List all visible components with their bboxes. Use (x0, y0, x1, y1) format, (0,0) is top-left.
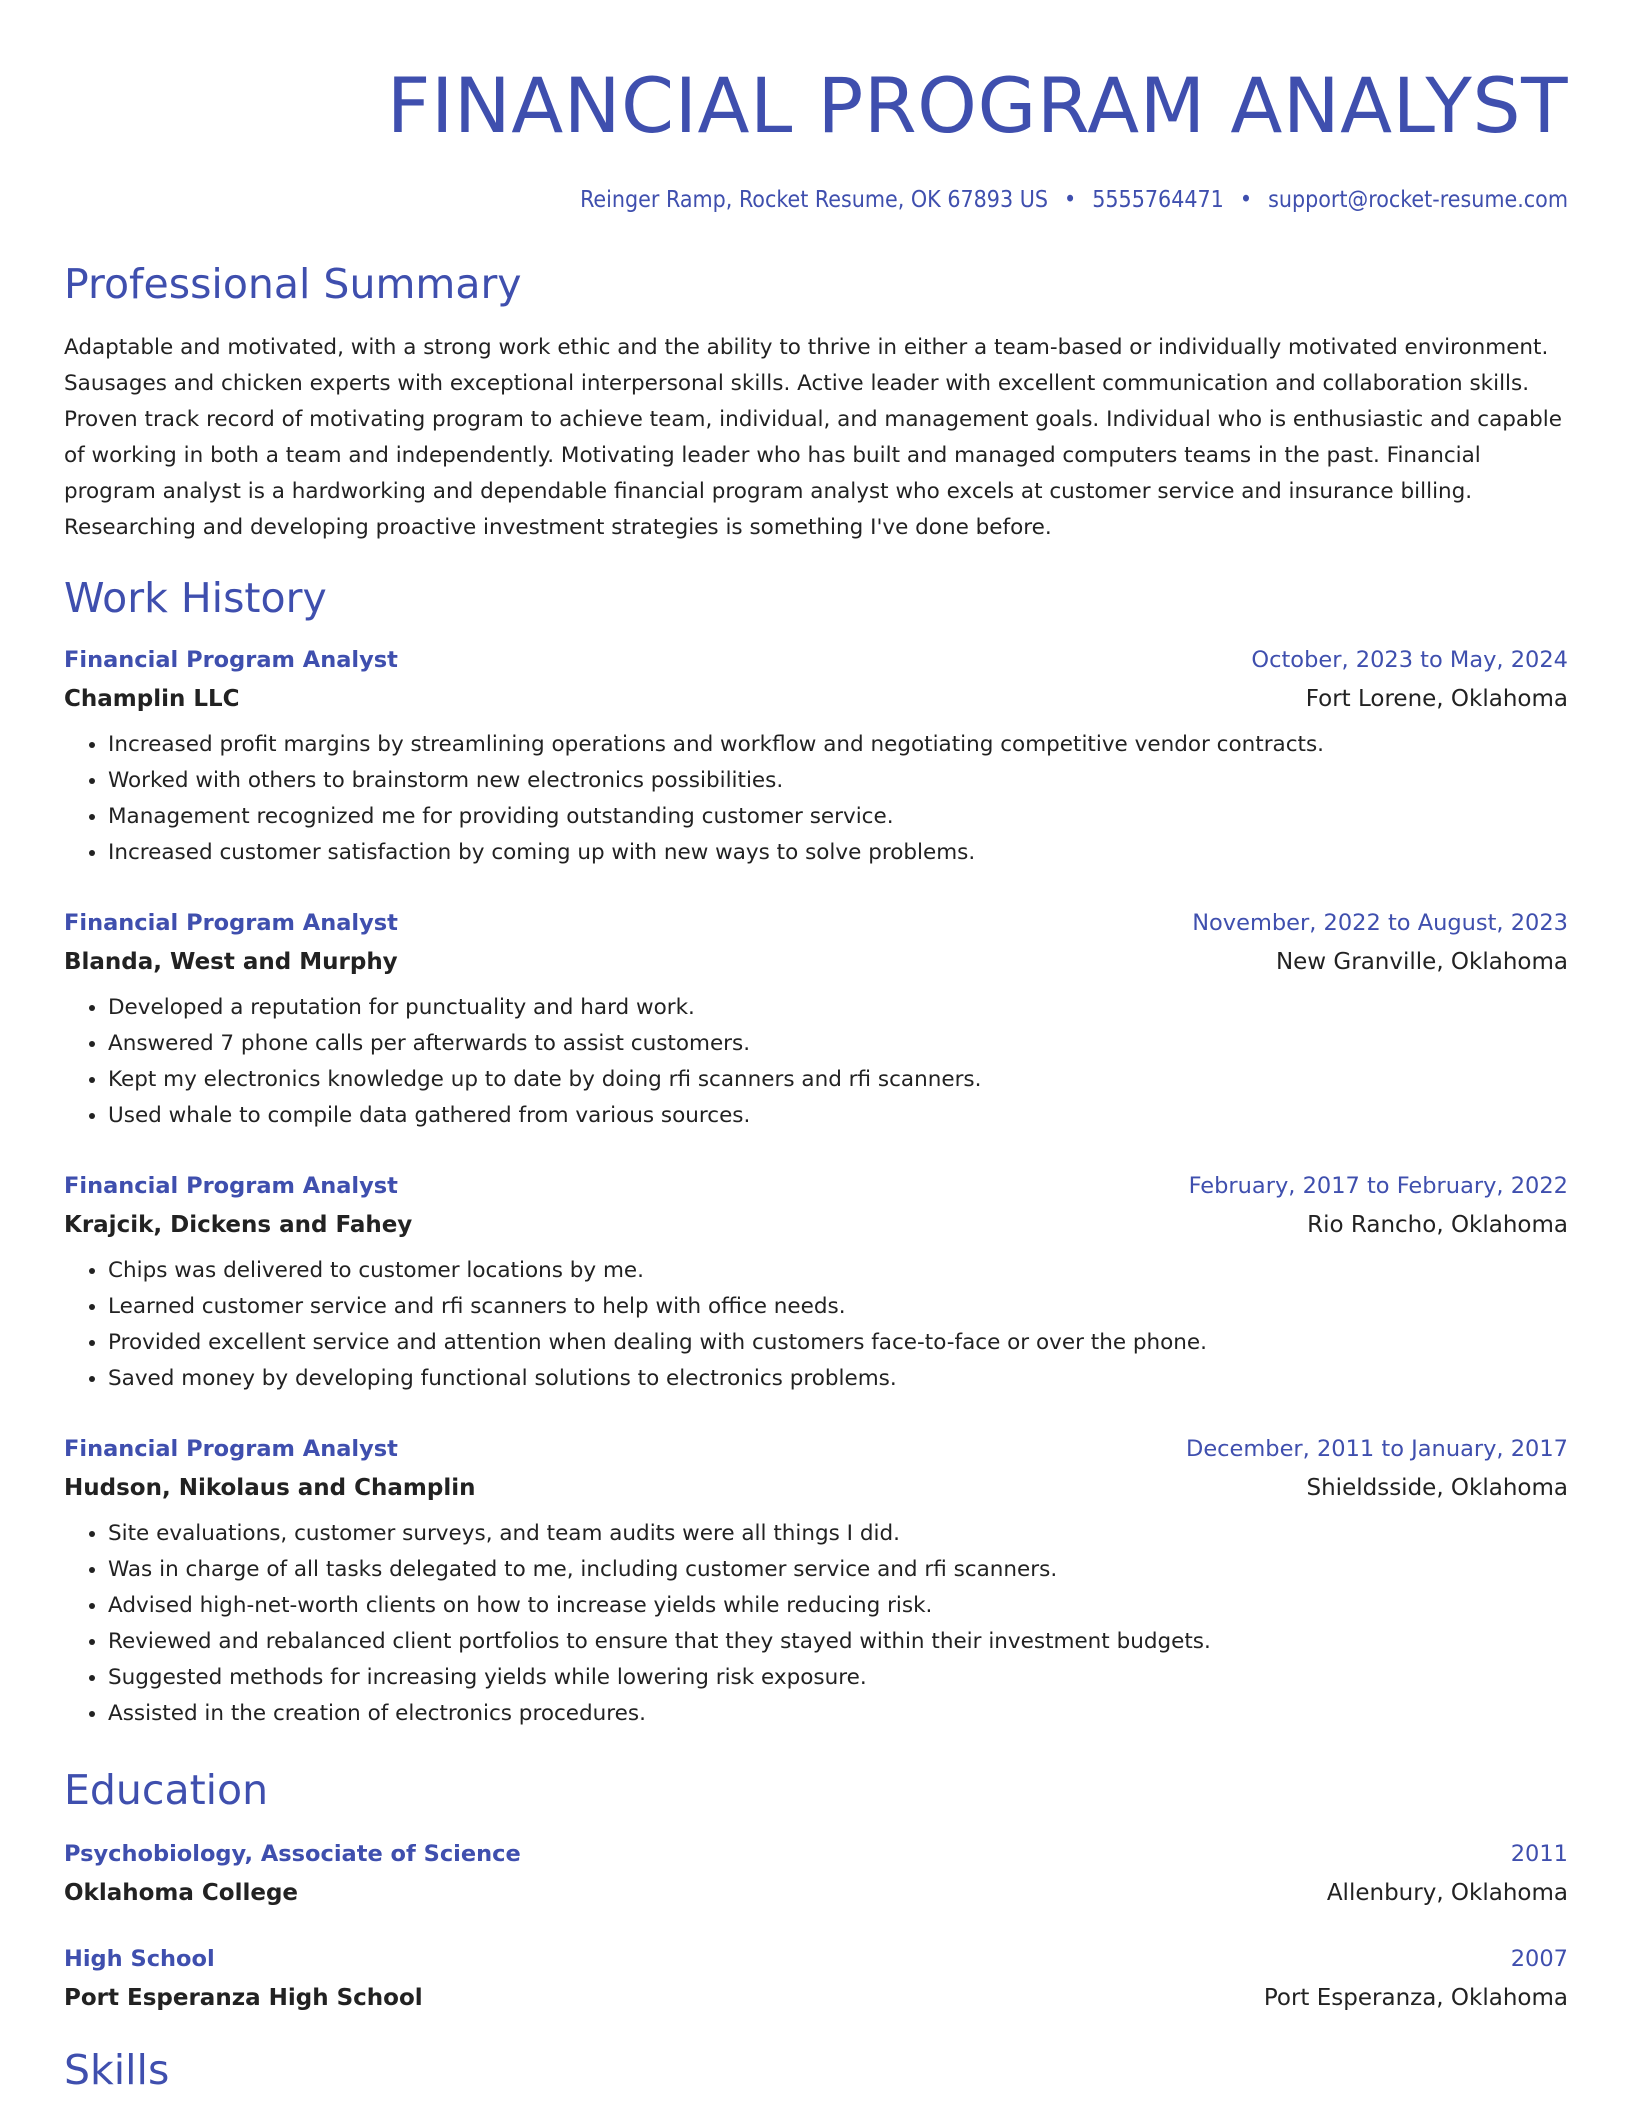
job-header-row (64, 1170, 1568, 1202)
job-bullet: • Used whale to compile data gathered from various sources. (108, 1098, 1568, 1134)
job-title: Financial Program Analyst (64, 1173, 398, 1199)
job-title: Financial Program Analyst (64, 647, 398, 673)
job-bullet: • Developed a reputation for punctuality and hard work. (108, 990, 1568, 1026)
education-school-row (64, 1877, 1568, 1909)
skills-heading: Skills (64, 2046, 170, 2094)
job-company-row (64, 683, 1568, 715)
job-entry (64, 907, 1568, 1134)
job-title: Financial Program Analyst (64, 910, 398, 936)
job-bullet: • Chips was delivered to customer locations by me. (108, 1253, 1568, 1289)
job-bullet: • Site evaluations, customer surveys, and team audits were all things I did. (108, 1516, 1568, 1552)
job-bullet: • Suggested methods for increasing yields while lowering risk exposure. (108, 1660, 1568, 1696)
job-company-row (64, 946, 1568, 978)
contact-separator: • (1064, 187, 1077, 213)
summary-text: Adaptable and motivated, with a strong work ethic and the ability to thrive in either a team-based or individually motivated environment. Sausages and chicken experts with exceptional interpersonal skills. Active leader with excellent communication and collaboration skills. Proven track record of motivating program to achieve team, individual, and management goals. Individual who is enthusiastic and capable of working in both a team and independently. Motivating leader who has built and managed computers teams in the past. Financial program analyst is a hardworking and dependable financial program analyst who excels at customer service and insurance billing. Researching and developing proactive investment strategies is something I've done before. (64, 335, 1562, 540)
job-bullet: • Provided excellent service and attention when dealing with customers face-to-face or over the phone. (108, 1325, 1568, 1361)
job-bullet: • Was in charge of all tasks delegated to me, including customer service and rfi scanners. (108, 1552, 1568, 1588)
contact-email: support@rocket-resume.com (1268, 187, 1568, 213)
job-location: Rio Rancho, Oklahoma (1307, 1212, 1568, 1238)
job-dates: October, 2023 to May, 2024 (1251, 647, 1568, 673)
job-bullet: • Management recognized me for providing outstanding customer service. (108, 799, 1568, 835)
education-degree: High School (64, 1946, 215, 1972)
job-header-row (64, 907, 1568, 939)
job-bullets (64, 990, 1568, 1134)
job-company: Krajcik, Dickens and Fahey (64, 1212, 413, 1238)
job-location: Shieldsside, Oklahoma (1306, 1475, 1568, 1501)
education-degree: Psychobiology, Associate of Science (64, 1841, 521, 1867)
job-bullet: • Increased customer satisfaction by coming up with new ways to solve problems. (108, 835, 1568, 871)
education-header-row (64, 1943, 1568, 1975)
resume-title: FINANCIAL PROGRAM ANALYST (386, 61, 1568, 150)
education-school-row (64, 1982, 1568, 2014)
education-entry (64, 1838, 1568, 1909)
job-company-row (64, 1472, 1568, 1504)
job-entry (64, 1433, 1568, 1732)
job-bullet: • Kept my electronics knowledge up to date by doing rfi scanners and rfi scanners. (108, 1062, 1568, 1098)
job-company-row (64, 1209, 1568, 1241)
job-dates: November, 2022 to August, 2023 (1192, 910, 1568, 936)
job-company: Blanda, West and Murphy (64, 949, 398, 975)
education-school: Port Esperanza High School (64, 1985, 423, 2011)
job-dates: February, 2017 to February, 2022 (1188, 1173, 1568, 1199)
job-dates: December, 2011 to January, 2017 (1186, 1436, 1568, 1462)
job-bullets (64, 1516, 1568, 1732)
education-location: Port Esperanza, Oklahoma (1263, 1985, 1568, 2011)
contact-separator: • (1239, 187, 1253, 213)
job-entry (64, 1170, 1568, 1397)
job-bullet: • Increased profit margins by streamlining operations and workflow and negotiating competitive vendor contracts. (108, 727, 1568, 763)
education-location: Allenbury, Oklahoma (1326, 1880, 1568, 1906)
contact-phone: 5555764471 (1092, 187, 1224, 213)
education-year: 2011 (1510, 1841, 1568, 1867)
contact-address: Reinger Ramp, Rocket Resume, OK 67893 US (580, 187, 1048, 213)
job-header-row (64, 644, 1568, 676)
job-bullet: • Learned customer service and rfi scanners to help with office needs. (108, 1289, 1568, 1325)
job-bullets (64, 1253, 1568, 1397)
job-company: Champlin LLC (64, 686, 240, 712)
work-history-heading: Work History (64, 574, 327, 622)
job-entry (64, 644, 1568, 871)
job-bullet: • Advised high-net-worth clients on how to increase yields while reducing risk. (108, 1588, 1568, 1624)
job-bullet: • Reviewed and rebalanced client portfolios to ensure that they stayed within their investment budgets. (108, 1624, 1568, 1660)
job-location: Fort Lorene, Oklahoma (1305, 686, 1568, 712)
job-bullet: • Assisted in the creation of electronics procedures. (108, 1696, 1568, 1732)
education-entry (64, 1943, 1568, 2014)
job-title: Financial Program Analyst (64, 1436, 398, 1462)
job-header-row (64, 1433, 1568, 1465)
contact-line (64, 184, 1568, 216)
education-header-row (64, 1838, 1568, 1870)
education-school: Oklahoma College (64, 1880, 299, 1906)
job-bullets (64, 727, 1568, 871)
resume-header (64, 0, 1568, 216)
job-location: New Granville, Oklahoma (1275, 949, 1568, 975)
job-bullet: • Saved money by developing functional solutions to electronics problems. (108, 1361, 1568, 1397)
education-year: 2007 (1510, 1946, 1568, 1972)
education-heading: Education (64, 1766, 269, 1814)
summary-heading: Professional Summary (64, 260, 522, 308)
job-bullet: • Worked with others to brainstorm new electronics possibilities. (108, 763, 1568, 799)
job-company: Hudson, Nikolaus and Champlin (64, 1475, 476, 1501)
job-bullet: • Answered 7 phone calls per afterwards to assist customers. (108, 1026, 1568, 1062)
